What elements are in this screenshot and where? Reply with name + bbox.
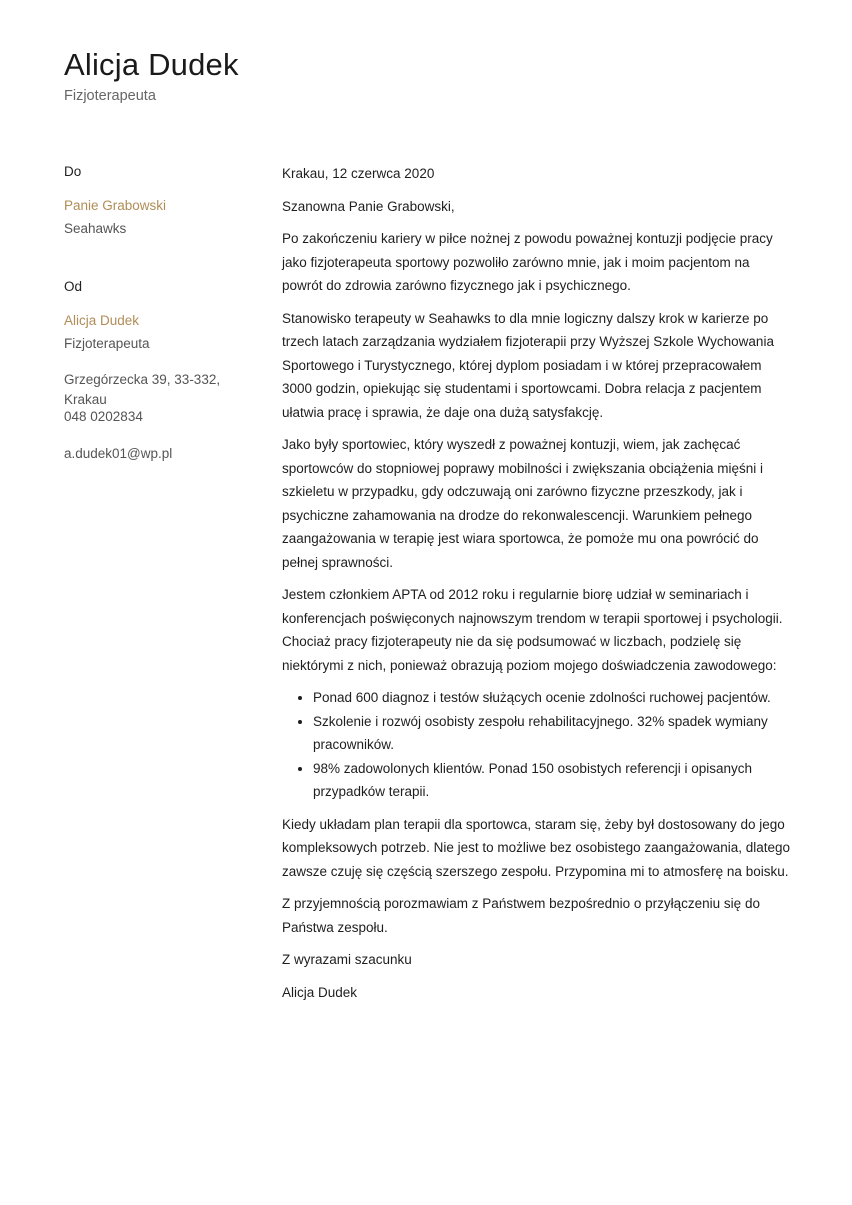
- letter-sign-off: Z wyrazami szacunku: [282, 952, 412, 967]
- letter-paragraph: Stanowisko terapeuty w Seahawks to dla mnie logiczny dalszy krok w karierze po trzech latach zarządzania wydziałem fizjoterapii przy Wyższej Szkole Wychowania Sportowego i Turystycznego, której dyplom posiadam i w której przepracowałem 3000 godzin, opiekując się studentami i sportowcami. Dobra relacja z pacjentem ułatwia pracę i sprawia, że daje ona dużą satysfakcję.: [282, 310, 774, 420]
- list-item: • 98% zadowolonych klientów. Ponad 150 osobistych referencji i opisanych przypadków terapii.: [313, 757, 792, 804]
- letter-signature: Alicja Dudek: [282, 984, 358, 1000]
- sender-phone: 048 0202834: [64, 409, 143, 424]
- letter-paragraph: Kiedy układam plan terapii dla sportowca, staram się, żeby był dostosowany do jego kompleksowych potrzeb. Nie jest to możliwe bez osobistego zaangażowania, dlatego zawsze czuję się częścią szerszego zespołu. Przypomina mi to atmosferę na boisku.: [282, 816, 791, 879]
- list-item: • Szkolenie i rozwój osobisty zespołu rehabilitacyjnego. 32% spadek wymiany pracowników.: [313, 710, 792, 757]
- sender-email: a.dudek01@wp.pl: [64, 446, 173, 461]
- recipient-company: Seahawks: [64, 221, 127, 236]
- recipient-name: Panie Grabowski: [64, 198, 167, 213]
- letter-date: Krakau, 12 czerwca 2020: [282, 166, 435, 181]
- sender-name-title: Alicja Dudek: [64, 47, 239, 82]
- letter-paragraph: Jestem członkiem APTA od 2012 roku i regularnie biorę udział w seminariach i konferencjach poświęconych najnowszym trendom w terapii sportowej i psychologii. Chociaż pracy fizjoterapeuty nie da się podsumować w liczbach, podzielę się niektórymi z nich, ponieważ obrazują poziom mojego doświadczenia zawodowego:: [282, 587, 783, 673]
- sender-role-subtitle: Fizjoterapeuta: [64, 88, 156, 104]
- sidebar-contact: [64, 162, 264, 464]
- sender-label: Od: [64, 279, 83, 294]
- achievements-list: [282, 686, 792, 804]
- letter-paragraph: Po zakończeniu kariery w piłce nożnej z powodu poważnej kontuzji podjęcie pracy jako fizjoterapeuta sportowy pozwoliło zarówno mnie, jak i moim pacjentom na powrót do zdrowia zarówno fizycznego jak i psychicznego.: [282, 231, 773, 293]
- letter-paragraph: Z przyjemnością porozmawiam z Państwem bezpośrednio o przyłączeniu się do Państwa zespołu.: [282, 896, 760, 935]
- recipient-label: Do: [64, 164, 82, 179]
- letter-body: [282, 162, 792, 1013]
- sender-address: Grzegórzecka 39, 33-332, Krakau: [64, 372, 221, 407]
- sender-role: Fizjoterapeuta: [64, 336, 150, 351]
- letter-salutation: Szanowna Panie Grabowski,: [282, 198, 455, 214]
- letter-paragraph: Jako były sportowiec, który wyszedł z poważnej kontuzji, wiem, jak zachęcać sportowców do stopniowej poprawy mobilności i zwiększania obciążenia mięśni i szkieletu w przypadku, gdy odczuwają oni zarówno fizyczne przeszkody, jak i psychiczne zahamowania na drodze do rekonwalescencji. Warunkiem pełnego zaangażowania w terapię jest wiara sportowca, że pomoże mu ona powrócić do pełnej sprawności.: [282, 437, 763, 570]
- sender-name: Alicja Dudek: [64, 313, 140, 328]
- list-item: • Ponad 600 diagnoz i testów służących ocenie zdolności ruchowej pacjentów.: [313, 686, 792, 710]
- letter-header: [64, 46, 239, 106]
